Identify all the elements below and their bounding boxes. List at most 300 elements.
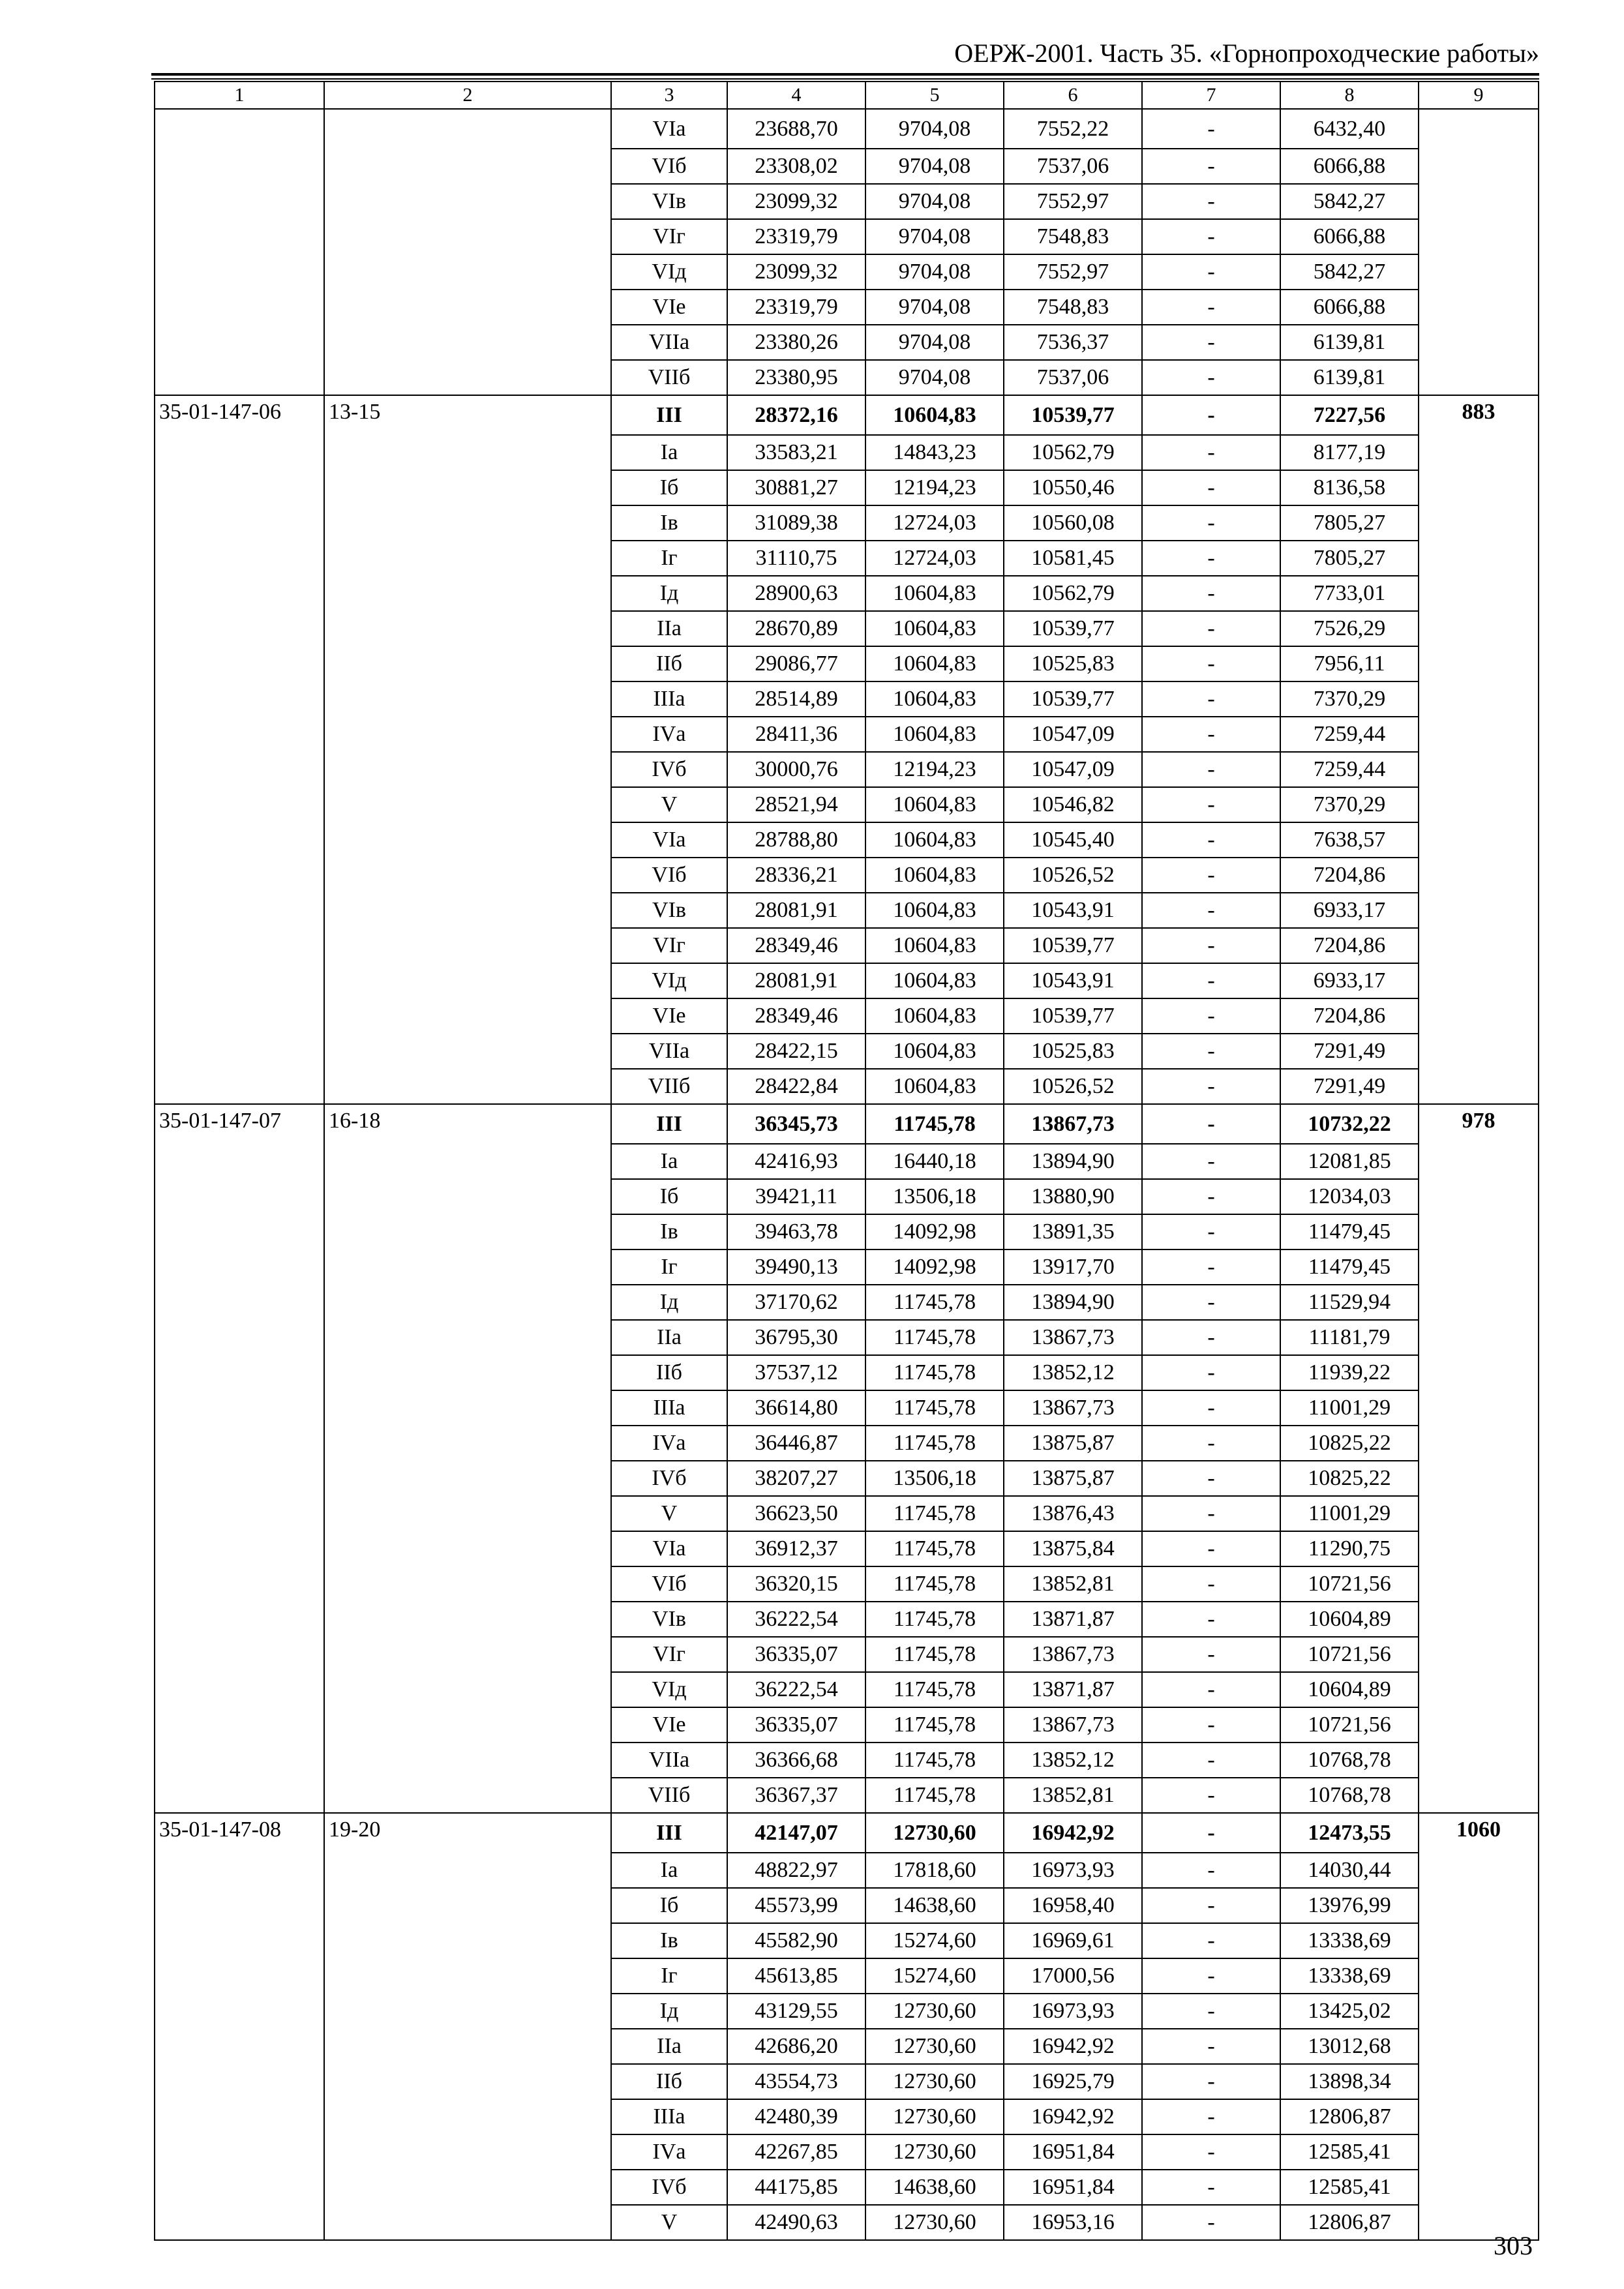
empty-cell (155, 470, 324, 505)
value-cell: 28788,80 (727, 822, 865, 858)
category-cell: VIб (611, 1566, 727, 1602)
empty-cell (155, 1034, 324, 1069)
empty-cell (155, 2029, 324, 2064)
empty-cell (155, 2064, 324, 2099)
value-cell: 28372,16 (727, 395, 865, 435)
value-cell: - (1142, 1923, 1280, 1958)
empty-cell (155, 1390, 324, 1426)
value-cell: 10604,89 (1280, 1672, 1419, 1707)
empty-cell (155, 290, 324, 325)
empty-cell (1419, 681, 1539, 717)
value-cell: 7291,49 (1280, 1034, 1419, 1069)
value-cell: 6066,88 (1280, 149, 1419, 184)
empty-cell (155, 219, 324, 254)
value-cell: 42267,85 (727, 2134, 865, 2170)
empty-cell (155, 928, 324, 963)
value-cell: 13875,87 (1004, 1426, 1142, 1461)
rate-total (1419, 109, 1539, 149)
value-cell: 13976,99 (1280, 1888, 1419, 1923)
empty-cell (155, 1707, 324, 1743)
empty-cell (324, 1179, 611, 1214)
value-cell: 44175,85 (727, 2170, 865, 2205)
value-cell: 7733,01 (1280, 576, 1419, 611)
value-cell: - (1142, 1355, 1280, 1390)
empty-cell (155, 1249, 324, 1285)
table-row (155, 149, 1539, 184)
value-cell: 7537,06 (1004, 149, 1142, 184)
value-cell: - (1142, 1707, 1280, 1743)
value-cell: 7805,27 (1280, 505, 1419, 541)
empty-cell (155, 1602, 324, 1637)
value-cell: 8177,19 (1280, 435, 1419, 470)
table-row (155, 1853, 1539, 1888)
value-cell: 10539,77 (1004, 681, 1142, 717)
value-cell: - (1142, 611, 1280, 646)
value-cell: 48822,97 (727, 1853, 865, 1888)
value-cell: 36335,07 (727, 1707, 865, 1743)
empty-cell (324, 1390, 611, 1426)
category-cell: Iв (611, 1923, 727, 1958)
empty-cell (1419, 1461, 1539, 1496)
value-cell: 16958,40 (1004, 1888, 1142, 1923)
value-cell: 13876,43 (1004, 1496, 1142, 1531)
value-cell: 13852,81 (1004, 1778, 1142, 1813)
value-cell: 7537,06 (1004, 360, 1142, 395)
value-cell: - (1142, 717, 1280, 752)
empty-cell (1419, 1179, 1539, 1214)
table-row (155, 395, 1539, 435)
empty-cell (1419, 998, 1539, 1034)
value-cell: 28349,46 (727, 928, 865, 963)
table-row (155, 290, 1539, 325)
table-row (155, 109, 1539, 149)
value-cell: 10768,78 (1280, 1743, 1419, 1778)
value-cell: 13871,87 (1004, 1602, 1142, 1637)
empty-cell (324, 1958, 611, 1994)
empty-cell (1419, 646, 1539, 681)
empty-cell (155, 1069, 324, 1104)
empty-cell (155, 1958, 324, 1994)
value-cell: 36222,54 (727, 1602, 865, 1637)
value-cell: 42490,63 (727, 2205, 865, 2240)
value-cell: 10560,08 (1004, 505, 1142, 541)
category-cell: Iб (611, 470, 727, 505)
empty-cell (324, 1069, 611, 1104)
value-cell: - (1142, 1531, 1280, 1566)
empty-cell (1419, 254, 1539, 290)
empty-cell (324, 1602, 611, 1637)
table-row (155, 822, 1539, 858)
empty-cell (324, 360, 611, 395)
empty-cell (1419, 576, 1539, 611)
value-cell: 6933,17 (1280, 893, 1419, 928)
empty-cell (324, 858, 611, 893)
empty-cell (324, 1531, 611, 1566)
empty-cell (155, 1179, 324, 1214)
value-cell: 12473,55 (1280, 1813, 1419, 1853)
value-cell: 28521,94 (727, 787, 865, 822)
empty-cell (324, 1566, 611, 1602)
table-row (155, 2134, 1539, 2170)
empty-cell (1419, 1994, 1539, 2029)
empty-cell (155, 1672, 324, 1707)
table-row (155, 360, 1539, 395)
rate-code: 35-01-147-08 (155, 1813, 324, 1853)
value-cell: 16969,61 (1004, 1923, 1142, 1958)
empty-cell (1419, 928, 1539, 963)
table-row (155, 2064, 1539, 2099)
value-cell: 31089,38 (727, 505, 865, 541)
value-cell: 23319,79 (727, 290, 865, 325)
empty-cell (1419, 787, 1539, 822)
empty-cell (155, 1461, 324, 1496)
table-row (155, 1531, 1539, 1566)
value-cell: - (1142, 1214, 1280, 1249)
value-cell: - (1142, 395, 1280, 435)
value-cell: 12194,23 (865, 752, 1004, 787)
value-cell: - (1142, 1034, 1280, 1069)
value-cell: 10721,56 (1280, 1707, 1419, 1743)
rate-total: 1060 (1419, 1813, 1539, 1853)
empty-cell (324, 1034, 611, 1069)
column-header: 9 (1419, 82, 1539, 109)
value-cell: 13867,73 (1004, 1707, 1142, 1743)
table-row (155, 1958, 1539, 1994)
header-divider (151, 73, 1539, 80)
value-cell: 11745,78 (865, 1320, 1004, 1355)
value-cell: - (1142, 928, 1280, 963)
value-cell: 6066,88 (1280, 290, 1419, 325)
table-row (155, 2205, 1539, 2240)
empty-cell (324, 1461, 611, 1496)
value-cell: 11745,78 (865, 1743, 1004, 1778)
rate-range: 19-20 (324, 1813, 611, 1853)
value-cell: 36366,68 (727, 1743, 865, 1778)
value-cell: 38207,27 (727, 1461, 865, 1496)
value-cell: 10768,78 (1280, 1778, 1419, 1813)
value-cell: 11745,78 (865, 1426, 1004, 1461)
empty-cell (155, 646, 324, 681)
empty-cell (324, 290, 611, 325)
value-cell: 9704,08 (865, 360, 1004, 395)
value-cell: 10543,91 (1004, 893, 1142, 928)
empty-cell (1419, 2029, 1539, 2064)
table-row (155, 1285, 1539, 1320)
value-cell: - (1142, 2170, 1280, 2205)
value-cell: 10604,83 (865, 395, 1004, 435)
value-cell: 7552,22 (1004, 109, 1142, 149)
value-cell: 23380,26 (727, 325, 865, 360)
value-cell: 7204,86 (1280, 928, 1419, 963)
empty-cell (155, 541, 324, 576)
value-cell: 10825,22 (1280, 1426, 1419, 1461)
category-cell: Iб (611, 1179, 727, 1214)
value-cell: 10581,45 (1004, 541, 1142, 576)
category-cell: VIIб (611, 1069, 727, 1104)
empty-cell (155, 681, 324, 717)
value-cell: 28336,21 (727, 858, 865, 893)
category-cell: VIа (611, 109, 727, 149)
value-cell: 11745,78 (865, 1637, 1004, 1672)
empty-cell (324, 470, 611, 505)
value-cell: 42147,07 (727, 1813, 865, 1853)
empty-cell (155, 184, 324, 219)
empty-cell (155, 1214, 324, 1249)
value-cell: 23099,32 (727, 254, 865, 290)
value-cell: - (1142, 1249, 1280, 1285)
value-cell: 28422,84 (727, 1069, 865, 1104)
empty-cell (324, 928, 611, 963)
value-cell: 9704,08 (865, 109, 1004, 149)
value-cell: 11745,78 (865, 1355, 1004, 1390)
value-cell: 10604,83 (865, 611, 1004, 646)
value-cell: - (1142, 184, 1280, 219)
category-cell: VIв (611, 1602, 727, 1637)
value-cell: - (1142, 1602, 1280, 1637)
empty-cell (1419, 1249, 1539, 1285)
value-cell: 13891,35 (1004, 1214, 1142, 1249)
value-cell: - (1142, 1853, 1280, 1888)
empty-cell (1419, 752, 1539, 787)
category-cell: V (611, 1496, 727, 1531)
value-cell: 13867,73 (1004, 1320, 1142, 1355)
category-cell: IIа (611, 1320, 727, 1355)
value-cell: 10604,83 (865, 1034, 1004, 1069)
empty-cell (155, 1426, 324, 1461)
value-cell: 16973,93 (1004, 1853, 1142, 1888)
empty-cell (1419, 1566, 1539, 1602)
value-cell: 36367,37 (727, 1778, 865, 1813)
value-cell: 23308,02 (727, 149, 865, 184)
column-header: 7 (1142, 82, 1280, 109)
value-cell: 39490,13 (727, 1249, 865, 1285)
value-cell: 23099,32 (727, 184, 865, 219)
table-row (155, 541, 1539, 576)
value-cell: - (1142, 1461, 1280, 1496)
category-cell: Iв (611, 505, 727, 541)
value-cell: - (1142, 1778, 1280, 1813)
value-cell: - (1142, 290, 1280, 325)
value-cell: 36623,50 (727, 1496, 865, 1531)
category-cell: VIд (611, 254, 727, 290)
empty-cell (1419, 1853, 1539, 1888)
empty-cell (324, 787, 611, 822)
empty-cell (324, 2205, 611, 2240)
value-cell: 10526,52 (1004, 858, 1142, 893)
table-row (155, 1390, 1539, 1426)
empty-cell (1419, 1426, 1539, 1461)
empty-cell (155, 1566, 324, 1602)
value-cell: 36614,80 (727, 1390, 865, 1426)
table-row (155, 1069, 1539, 1104)
value-cell: - (1142, 1496, 1280, 1531)
value-cell: 7259,44 (1280, 717, 1419, 752)
category-cell: Iв (611, 1214, 727, 1249)
empty-cell (324, 541, 611, 576)
table-row (155, 576, 1539, 611)
empty-cell (324, 505, 611, 541)
value-cell: 45582,90 (727, 1923, 865, 1958)
empty-cell (1419, 1672, 1539, 1707)
value-cell: 11479,45 (1280, 1214, 1419, 1249)
value-cell: 7536,37 (1004, 325, 1142, 360)
value-cell: 11939,22 (1280, 1355, 1419, 1390)
value-cell: 14092,98 (865, 1214, 1004, 1249)
table-row (155, 1637, 1539, 1672)
value-cell: - (1142, 893, 1280, 928)
value-cell: - (1142, 435, 1280, 470)
value-cell: 12730,60 (865, 1994, 1004, 2029)
empty-cell (155, 963, 324, 998)
value-cell: 10547,09 (1004, 717, 1142, 752)
value-cell: 10721,56 (1280, 1637, 1419, 1672)
value-cell: 39421,11 (727, 1179, 865, 1214)
empty-cell (155, 435, 324, 470)
value-cell: 10604,83 (865, 646, 1004, 681)
empty-cell (1419, 1069, 1539, 1104)
value-cell: - (1142, 470, 1280, 505)
empty-cell (1419, 2170, 1539, 2205)
value-cell: 7227,56 (1280, 395, 1419, 435)
rate-total: 883 (1419, 395, 1539, 435)
value-cell: 10604,83 (865, 787, 1004, 822)
table-row (155, 893, 1539, 928)
table-row (155, 1813, 1539, 1853)
value-cell: 7370,29 (1280, 681, 1419, 717)
rate-code: 35-01-147-07 (155, 1104, 324, 1144)
empty-cell (1419, 1285, 1539, 1320)
table-body (155, 82, 1539, 2240)
empty-cell (324, 717, 611, 752)
table-header-row (155, 82, 1539, 109)
value-cell: - (1142, 1390, 1280, 1426)
value-cell: 10545,40 (1004, 822, 1142, 858)
empty-cell (155, 1285, 324, 1320)
value-cell: 13506,18 (865, 1461, 1004, 1496)
empty-cell (155, 822, 324, 858)
value-cell: 12724,03 (865, 541, 1004, 576)
value-cell: 14030,44 (1280, 1853, 1419, 1888)
empty-cell (1419, 1958, 1539, 1994)
category-cell: IIIа (611, 681, 727, 717)
value-cell: 16440,18 (865, 1144, 1004, 1179)
empty-cell (324, 1637, 611, 1672)
value-cell: 13852,81 (1004, 1566, 1142, 1602)
value-cell: 10604,83 (865, 998, 1004, 1034)
category-cell: IIб (611, 646, 727, 681)
value-cell: 45613,85 (727, 1958, 865, 1994)
empty-cell (155, 1355, 324, 1390)
rates-table (154, 81, 1539, 2241)
empty-cell (1419, 1390, 1539, 1426)
category-cell: Iд (611, 576, 727, 611)
empty-cell (155, 1637, 324, 1672)
category-cell: VIIб (611, 360, 727, 395)
table-row (155, 681, 1539, 717)
empty-cell (1419, 1637, 1539, 1672)
empty-cell (1419, 149, 1539, 184)
empty-cell (1419, 505, 1539, 541)
value-cell: 9704,08 (865, 184, 1004, 219)
value-cell: - (1142, 858, 1280, 893)
empty-cell (155, 1743, 324, 1778)
empty-cell (324, 752, 611, 787)
empty-cell (324, 1249, 611, 1285)
value-cell: - (1142, 963, 1280, 998)
empty-cell (324, 1743, 611, 1778)
empty-cell (324, 2134, 611, 2170)
empty-cell (155, 858, 324, 893)
column-header: 4 (727, 82, 865, 109)
value-cell: 11181,79 (1280, 1320, 1419, 1355)
value-cell: - (1142, 646, 1280, 681)
value-cell: 11745,78 (865, 1104, 1004, 1144)
table-row (155, 928, 1539, 963)
category-cell: Iа (611, 1144, 727, 1179)
category-cell: III (611, 1813, 727, 1853)
value-cell: 16951,84 (1004, 2134, 1142, 2170)
empty-cell (324, 822, 611, 858)
table-row (155, 1888, 1539, 1923)
category-cell: VIб (611, 858, 727, 893)
empty-cell (324, 1285, 611, 1320)
empty-cell (155, 1144, 324, 1179)
value-cell: 12585,41 (1280, 2134, 1419, 2170)
value-cell: 11745,78 (865, 1707, 1004, 1743)
category-cell: IVа (611, 717, 727, 752)
value-cell: 13852,12 (1004, 1743, 1142, 1778)
value-cell: 13917,70 (1004, 1249, 1142, 1285)
empty-cell (155, 2205, 324, 2240)
category-cell: VIб (611, 149, 727, 184)
empty-cell (155, 1778, 324, 1813)
empty-cell (324, 1778, 611, 1813)
value-cell: 7370,29 (1280, 787, 1419, 822)
value-cell: 13867,73 (1004, 1390, 1142, 1426)
value-cell: - (1142, 1144, 1280, 1179)
table-row (155, 254, 1539, 290)
empty-cell (155, 1923, 324, 1958)
value-cell: 15274,60 (865, 1958, 1004, 1994)
value-cell: 42416,93 (727, 1144, 865, 1179)
rate-code (155, 109, 324, 149)
value-cell: 9704,08 (865, 219, 1004, 254)
category-cell: V (611, 787, 727, 822)
column-header: 1 (155, 82, 324, 109)
category-cell: VIе (611, 998, 727, 1034)
category-cell: Iд (611, 1285, 727, 1320)
empty-cell (324, 149, 611, 184)
category-cell: IVб (611, 1461, 727, 1496)
value-cell: 10525,83 (1004, 646, 1142, 681)
empty-cell (324, 1214, 611, 1249)
value-cell: 11290,75 (1280, 1531, 1419, 1566)
table-row (155, 1994, 1539, 2029)
table-row (155, 1672, 1539, 1707)
value-cell: - (1142, 254, 1280, 290)
value-cell: - (1142, 1743, 1280, 1778)
value-cell: 13875,84 (1004, 1531, 1142, 1566)
empty-cell (324, 1888, 611, 1923)
value-cell: 16942,92 (1004, 1813, 1142, 1853)
table-row (155, 470, 1539, 505)
category-cell: IVа (611, 1426, 727, 1461)
category-cell: VIв (611, 893, 727, 928)
category-cell: V (611, 2205, 727, 2240)
value-cell: - (1142, 1637, 1280, 1672)
empty-cell (324, 1144, 611, 1179)
value-cell: 12730,60 (865, 2064, 1004, 2099)
